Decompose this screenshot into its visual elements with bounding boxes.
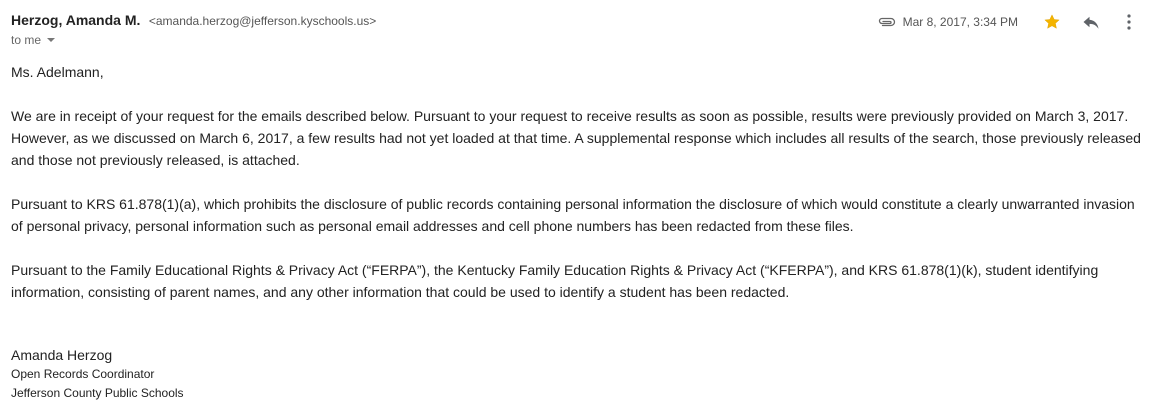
signature <box>11 345 611 403</box>
sender-name[interactable]: Herzog, Amanda M. <box>11 12 141 28</box>
body-paragraph: Pursuant to the Family Educational Rights & Privacy Act (“FERPA”), the Kentucky Family Education Rights & Privacy Act (“KFERPA”), and KRS 61.878(1)(k), student identifying information, consisting of parent names, and any other information that could be used to identify a student has been redacted. <box>11 262 1099 300</box>
star-icon[interactable] <box>1040 12 1064 32</box>
chevron-down-icon <box>47 38 55 42</box>
signature-name: Amanda Herzog <box>11 347 113 363</box>
body-paragraph: We are in receipt of your request for the emails described below. Pursuant to your request to receive results as soon as possible, results were previously provided on March 3, 2017. However, as we discussed on March 6, 2017, a few results had not yet loaded at that time. A supplemental response which includes all results of the search, those previously released and those not previously released, is attached. <box>11 108 1141 168</box>
recipient-label: to me <box>11 33 42 47</box>
greeting: Ms. Adelmann, <box>11 64 104 80</box>
message-meta <box>877 12 1141 32</box>
paperclip-icon <box>877 14 897 30</box>
reply-icon[interactable] <box>1079 12 1103 32</box>
sender-email: <amanda.herzog@jefferson.kyschools.us> <box>148 14 377 28</box>
sender-line <box>11 12 376 30</box>
body-paragraph: Pursuant to KRS 61.878(1)(a), which prohibits the disclosure of public records containing personal information the disclosure of which would constitute a clearly unwarranted invasion of personal privacy, personal information such as personal email addresses and cell phone numbers has been redacted from these files. <box>11 196 1135 234</box>
signature-title: Open Records Coordinator <box>11 367 155 381</box>
recipient-details-toggle[interactable] <box>11 33 55 47</box>
signature-organization: Jefferson County Public Schools <box>11 386 184 400</box>
message-header <box>11 12 1141 52</box>
more-vertical-icon[interactable] <box>1117 12 1141 32</box>
message-date: Mar 8, 2017, 3:34 PM <box>902 15 1018 29</box>
message-body <box>11 61 1141 325</box>
